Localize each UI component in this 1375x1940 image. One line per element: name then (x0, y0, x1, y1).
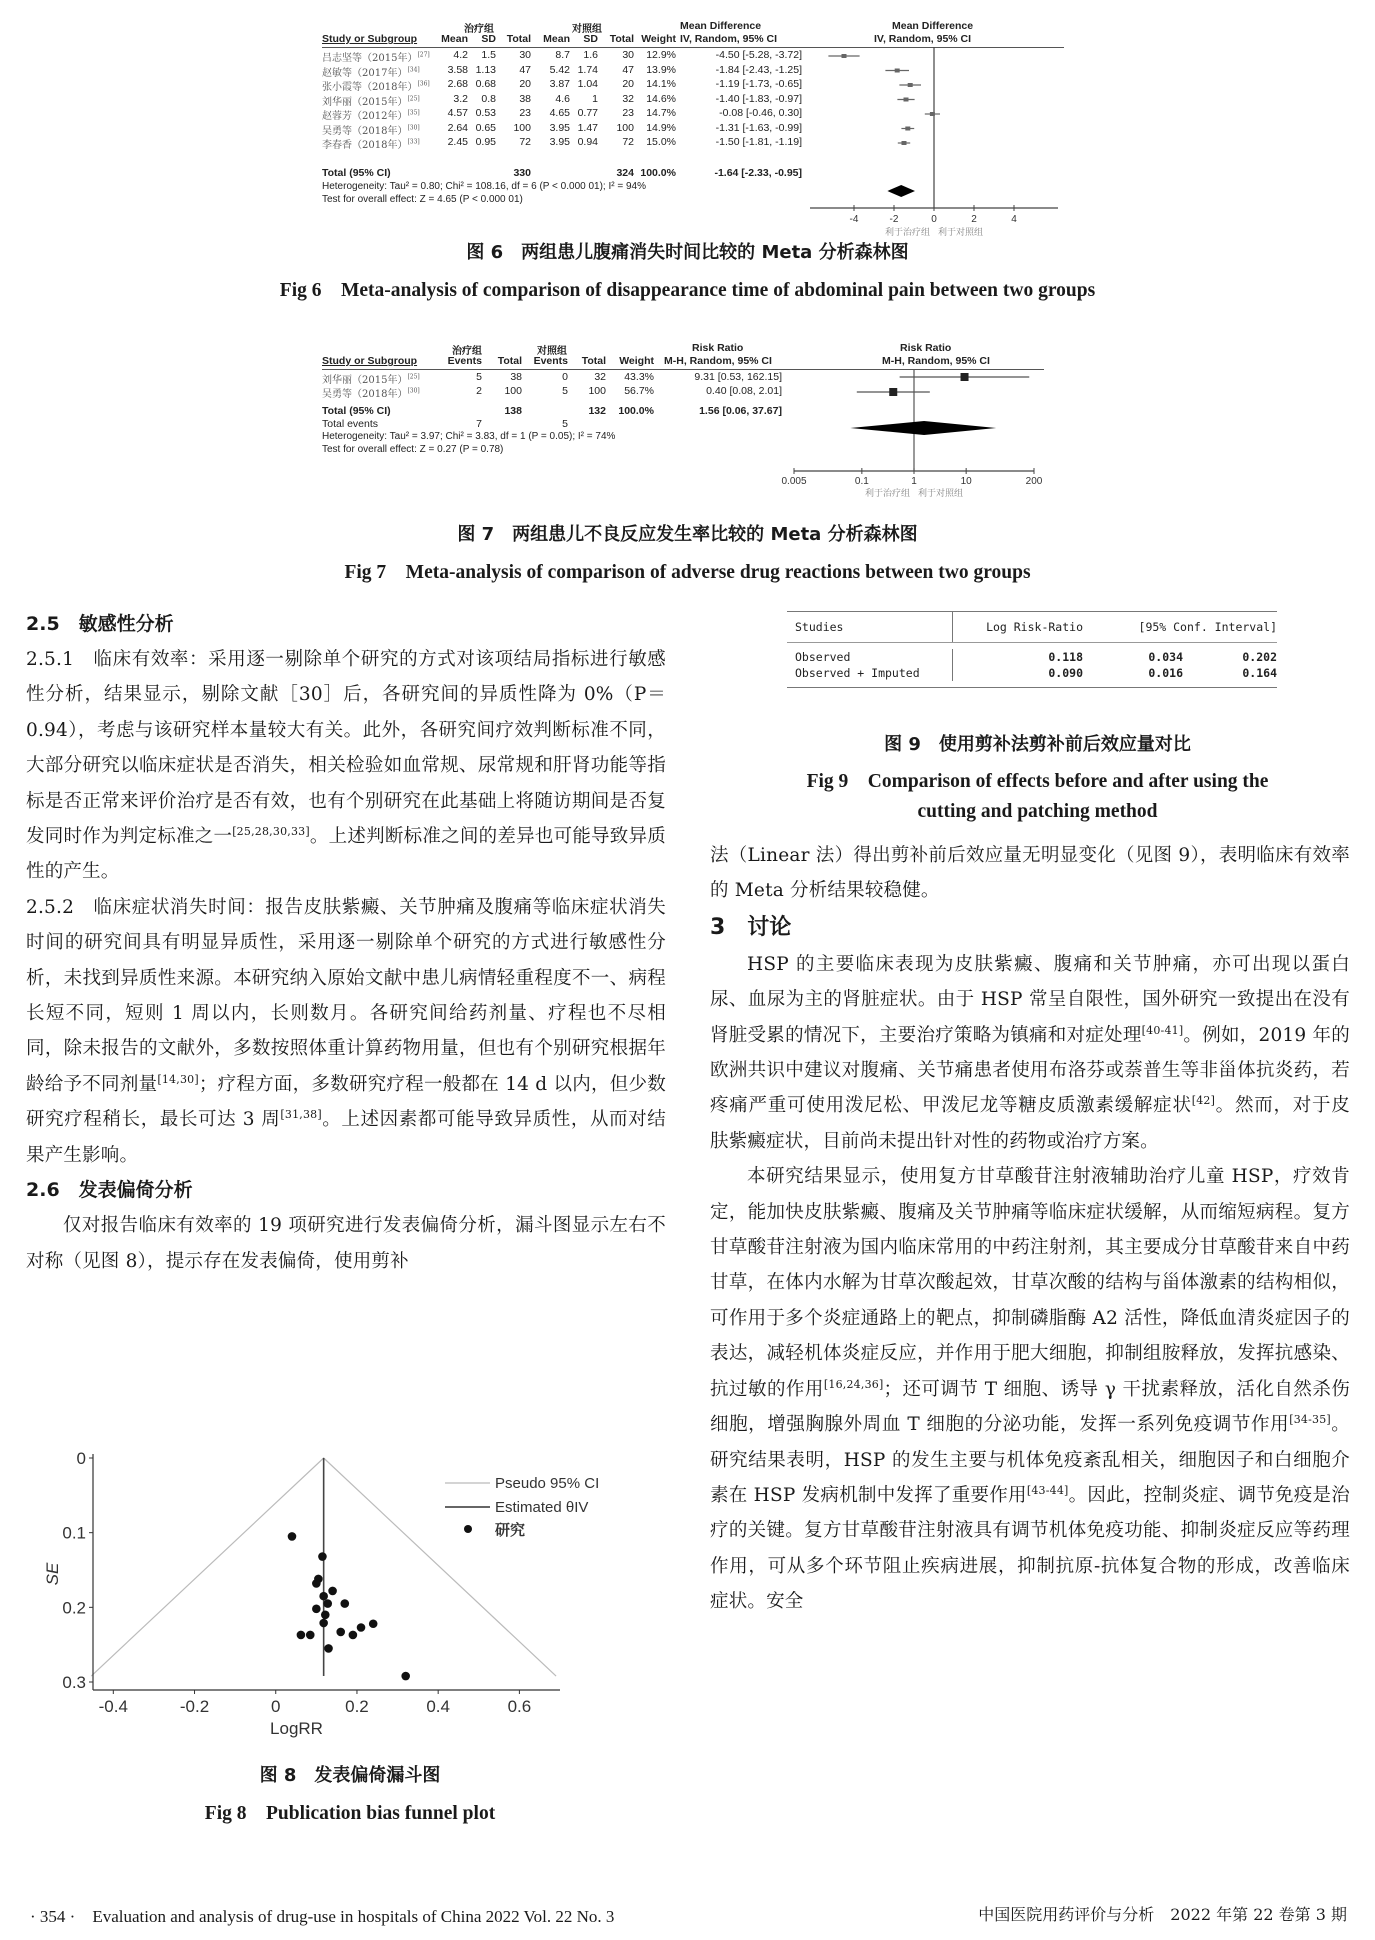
fig8-y-label: SE (43, 1562, 62, 1586)
discussion-paragraph-2 (710, 1159, 1350, 1619)
fig8-study-point (297, 1631, 306, 1640)
fig7-tick-label: 200 (1025, 476, 1043, 487)
citation: [42] (1191, 1094, 1216, 1108)
citation: [27] (417, 51, 430, 59)
fig6-mean1: 2.45 (447, 136, 468, 148)
section-2-6-heading: 2.6 发表偏倚分析 (26, 1179, 193, 1202)
citation: [31,38] (280, 1108, 322, 1122)
fig6-favours-left: 利于治疗组 (884, 227, 930, 237)
fig6-col-study: Study or Subgroup (322, 33, 418, 45)
fig7-overall-effect: Test for overall effect: Z = 0.27 (P = 0.78) (322, 444, 504, 455)
fig8-study-point (318, 1552, 327, 1561)
fig6-point (930, 112, 935, 116)
fig6-ci: -4.50 [-5.28, -3.72] (715, 49, 802, 61)
fig8-study-point (340, 1599, 349, 1608)
fig7-events1: 5 (476, 371, 482, 383)
fig7-ci: 0.40 [0.08, 2.01] (706, 385, 782, 397)
fig6-col-sd2: SD (583, 33, 598, 45)
fig6-total2: 23 (622, 107, 634, 119)
fig8-study-point (288, 1532, 297, 1541)
fig6-weight: 14.7% (646, 107, 676, 119)
fig7-total-ci: 1.56 [0.06, 37.67] (699, 405, 782, 417)
fig8-study-point (312, 1579, 321, 1588)
fig6-effect-title: Mean Difference (680, 20, 762, 32)
fig8-study-point (306, 1631, 315, 1640)
fig9-upper: 0.164 (1242, 666, 1277, 680)
fig8-x-tick-label: 0.4 (426, 1697, 450, 1716)
fig6-tick-label: -4 (849, 214, 859, 225)
fig8-study-point (324, 1644, 333, 1653)
fig7-forest-table (322, 342, 1062, 498)
fig7-total-weight: 100.0% (618, 405, 654, 417)
fig6-col-sd1: SD (481, 33, 496, 45)
p252-text-b: ；疗程方面，多数研究疗程一般都在 14 d 以内，但少数研究疗程稍长，最长可达 3 周 (26, 1073, 666, 1131)
fig9-row (787, 665, 1277, 681)
fig6-sd1: 0.68 (475, 78, 496, 90)
section-2-6-paragraph: 仅对报告临床有效率的 19 项研究进行发表偏倚分析，漏斗图显示左右不对称（见图 8），提示存在发表偏倚，使用剪补 (26, 1215, 666, 1272)
section-2-5-1-paragraph (26, 642, 666, 1173)
fig8-y-tick-label: 0.2 (62, 1598, 86, 1618)
fig6-ci: -1.31 [-1.63, -0.99] (715, 121, 802, 134)
continuation-paragraph: 法（Linear 法）得出剪补前后效应量无明显变化（见图 9），表明临床有效率的 Meta 分析结果较稳健。 (710, 845, 1350, 902)
fig7-point (961, 373, 969, 381)
fig8-caption-zh: 图 8 发表偏倚漏斗图 (259, 1765, 441, 1786)
section-3-heading: 3 讨论 (710, 914, 792, 940)
citation: [25,28,30,33] (232, 824, 310, 838)
fig6-col-total2: Total (609, 33, 634, 45)
fig7-tick-label: 0.005 (781, 476, 807, 487)
fig6-ci: -1.19 [-1.73, -0.65] (715, 78, 802, 90)
text: 。然而，对于皮肤紫癜症状，目前尚未提出针对性的药物或治疗方案。 (710, 1095, 1350, 1152)
fig6-total2: 32 (622, 92, 634, 105)
text: 。因此，控制炎症、调节免疫是治疗的关键。复方甘草酸苷注射液具有调节机体免疫功能、抑制炎症反应等药理作用，可从多个环节阻止疾病进展，抑制抗原-抗体复合物的形成，改善临床症状。安全 (710, 1484, 1350, 1613)
fig6-caption-en: Fig 6 Meta-analysis of comparison of disappearance time of abdominal pain between two groups (279, 280, 1096, 301)
fig6-treatment-group: 治疗组 (464, 24, 494, 35)
fig8-x-label: LogRR (270, 1719, 323, 1738)
discussion-paragraph-1 (710, 947, 1350, 1159)
fig7-total1: 38 (510, 371, 522, 383)
fig6-mean2: 4.65 (549, 107, 570, 119)
fig7-plot-subtitle: M-H, Random, 95% CI (882, 355, 990, 367)
fig6-ci: -1.84 [-2.43, -1.25] (715, 63, 802, 76)
fig9-caption-en-1: Fig 9 Comparison of effects before and after using the (806, 771, 1269, 792)
fig6-total1: 100 (513, 121, 531, 134)
fig6-weight: 14.6% (646, 92, 676, 105)
fig8-x-tick-label: 0.6 (507, 1697, 532, 1716)
fig6-col-ci: IV, Random, 95% CI (680, 33, 778, 45)
fig6-sd1: 0.53 (475, 107, 496, 119)
fig7-total-diamond (850, 421, 996, 435)
fig7-col-weight: Weight (619, 355, 654, 367)
fig7-effect-title: Risk Ratio (692, 342, 744, 354)
citation: [34-35] (1289, 1412, 1331, 1426)
fig6-mean2: 3.95 (549, 136, 570, 148)
fig8-legend-estimate: Estimated θIV (495, 1499, 589, 1516)
fig6-mean1: 4.2 (453, 49, 468, 61)
fig8-study-point (319, 1619, 328, 1628)
fig8-x-tick-label: 0 (271, 1697, 281, 1716)
fig6-mean2: 8.7 (555, 49, 570, 61)
fig8-study-point (357, 1623, 366, 1632)
fig6-point (905, 127, 910, 131)
fig6-sd2: 1.74 (577, 63, 598, 76)
fig8-study-point (401, 1672, 410, 1681)
fig6-weight: 12.9% (646, 49, 676, 61)
fig7-control-group: 对照组 (537, 346, 567, 357)
fig8-study-point (321, 1611, 330, 1620)
fig6-study-name: 刘华丽（2015年）[25] (322, 95, 420, 108)
fig8-funnel-plot (40, 1440, 600, 1760)
fig9-row-label: Observed + Imputed (787, 665, 953, 681)
fig6-study-name: 吕志坚等（2015年）[27] (322, 51, 430, 64)
fig6-point (895, 69, 900, 73)
fig9-col-studies: Studies (787, 612, 953, 642)
fig6-sd1: 0.95 (475, 136, 496, 148)
fig6-total-n2: 324 (616, 167, 634, 179)
right-column (710, 838, 1350, 1620)
fig6-total1: 38 (519, 92, 531, 105)
fig6-sd1: 1.13 (475, 63, 496, 76)
fig6-total-n1: 330 (513, 167, 531, 179)
fig8-study-point (369, 1619, 378, 1628)
fig8-caption-en: Fig 8 Publication bias funnel plot (204, 1803, 496, 1824)
fig9-body (787, 643, 1277, 687)
p251-tail: 。上述判断标准之间的差异也可能导致异质性的产生。 (26, 826, 666, 883)
fig9-upper: 0.202 (1242, 650, 1277, 664)
fig6-ci: -0.08 [-0.46, 0.30] (719, 107, 802, 119)
fig6-plot-subtitle: IV, Random, 95% CI (874, 33, 972, 45)
fig6-heterogeneity: Heterogeneity: Tau² = 0.80; Chi² = 108.16, df = 6 (P < 0.000 01); I² = 94% (322, 181, 647, 192)
citation: [25] (407, 373, 420, 381)
fig6-sd1: 1.5 (481, 49, 496, 61)
fig8-study-point (349, 1631, 358, 1640)
fig7-caption-en: Fig 7 Meta-analysis of comparison of adverse drug reactions between two groups (344, 562, 1031, 583)
fig7-col-events1: Events (447, 355, 482, 367)
fig7-weight: 43.3% (624, 371, 654, 383)
fig6-col-mean1: Mean (441, 33, 468, 45)
fig7-study-name: 吴勇等（2018年）[30] (322, 387, 420, 400)
fig8-x-tick-label: 0.2 (345, 1697, 369, 1716)
fig8-legend-point-swatch (464, 1525, 472, 1533)
text: ；还可调节 T 细胞、诱导 γ 干扰素释放，活化自然杀伤细胞，增强胸腺外周血 T 细胞的分泌功能，发挥一系列免疫调节作用 (710, 1378, 1350, 1436)
citation: [34] (407, 66, 420, 74)
fig6-sd2: 1.47 (577, 121, 598, 134)
fig6-tick-label: 2 (971, 214, 977, 225)
fig8-legend-studies: 研究 (495, 1522, 526, 1539)
left-column (26, 607, 666, 1279)
fig6-total2: 30 (622, 49, 634, 61)
fig7-total-n2: 132 (588, 405, 606, 417)
fig7-col-total1: Total (497, 355, 522, 367)
fig7-plot-title: Risk Ratio (900, 342, 952, 354)
fig6-total2: 47 (622, 63, 634, 76)
fig6-total1: 47 (519, 63, 531, 76)
fig7-forest-plot (781, 368, 1044, 498)
fig6-total2: 100 (616, 121, 634, 134)
fig6-weight: 14.1% (646, 78, 676, 90)
fig6-total-diamond (887, 185, 915, 197)
citation: [16,24,36] (823, 1377, 884, 1391)
fig7-ci: 9.31 [0.53, 162.15] (694, 371, 782, 383)
fig6-study-name: 李春香（2018年）[33] (322, 138, 420, 151)
section-2-5-heading: 2.5 敏感性分析 (26, 613, 174, 635)
citation: [40-41] (1141, 1023, 1184, 1037)
p251-text: 2.5.1 临床有效率：采用逐一剔除单个研究的方式对该项结局指标进行敏感性分析，结果显示，剔除文献［30］后，各研究间的异质性降为 0%（P＝0.94），考虑与该研究样本量较大有关。此外，各研究间疗效判断标准不同，大部分研究以临床症状是否消失，相关检验如血常规、尿常规和肝肾功能等指标是否正常来评价治疗是否有效，也有个别研究在此基础上将随访期间是否复发同时作为判定标准之一 (26, 649, 666, 848)
fig6-weight: 13.9% (646, 63, 676, 76)
fig6-sd2: 1.6 (583, 49, 598, 61)
fig6-weight: 15.0% (646, 136, 676, 148)
fig7-tick-label: 1 (911, 476, 917, 487)
fig6-total1: 72 (519, 136, 531, 148)
p252-text-c: 。上述因素都可能导致异质性，从而对结果产生影响。 (26, 1109, 666, 1166)
fig7-study-name: 刘华丽（2015年）[25] (322, 373, 420, 386)
fig7-events2: 0 (562, 371, 568, 383)
fig6-mean2: 4.6 (555, 92, 570, 105)
fig8-study-point (336, 1628, 345, 1637)
citation: [14,30] (157, 1072, 199, 1086)
fig6-col-total1: Total (506, 33, 531, 45)
fig9-row-label: Observed (787, 649, 953, 665)
citation: [35] (407, 109, 420, 117)
fig7-col-study: Study or Subgroup (322, 355, 418, 367)
fig6-caption-zh: 图 6 两组患儿腹痛消失时间比较的 Meta 分析森林图 (466, 242, 909, 263)
fig8-study-point (319, 1592, 328, 1601)
fig9-table (787, 611, 1277, 688)
fig6-point (908, 83, 913, 87)
citation: [30] (407, 124, 420, 132)
fig6-tick-label: -2 (889, 214, 899, 225)
fig6-ci: -1.50 [-1.81, -1.19] (715, 136, 802, 148)
fig7-tick-label: 0.1 (854, 476, 869, 487)
footer-right: 中国医院用药评价与分析 2022 年第 22 卷第 3 期 (978, 1905, 1347, 1924)
fig6-total-weight: 100.0% (640, 167, 676, 179)
fig6-study-name: 赵敏等（2017年）[34] (322, 66, 420, 79)
fig6-total1: 30 (519, 49, 531, 61)
fig7-events1: 2 (476, 385, 482, 397)
fig6-sd1: 0.8 (481, 92, 496, 105)
citation: [36] (417, 80, 430, 88)
footer-left: · 354 · Evaluation and analysis of drug-use in hospitals of China 2022 Vol. 22 No. 3 (30, 1907, 615, 1926)
fig6-mean1: 3.2 (453, 92, 468, 105)
fig6-sd2: 0.94 (577, 136, 598, 148)
fig9-estimate: 0.090 (1048, 666, 1083, 680)
fig8-x-tick-label: -0.4 (98, 1697, 128, 1716)
fig6-mean1: 3.58 (447, 63, 468, 76)
fig8-study-point (323, 1599, 332, 1608)
fig6-control-group: 对照组 (572, 24, 602, 35)
fig9-col-estimate: Log Risk-Ratio (986, 620, 1083, 634)
fig8-legend-pseudo: Pseudo 95% CI (495, 1475, 600, 1492)
citation: [30] (407, 387, 420, 395)
fig9-col-ci: [95% Conf. Interval] (1138, 620, 1277, 634)
citation: [43-44] (1026, 1483, 1069, 1497)
fig7-point (889, 388, 897, 396)
fig7-col-total2: Total (581, 355, 606, 367)
fig7-total2: 100 (588, 385, 606, 397)
fig6-mean2: 3.95 (549, 121, 570, 134)
p252-text: 2.5.2 临床症状消失时间：报告皮肤紫癜、关节肿痛及腹痛等临床症状消失时间的研究间具有明显异质性，采用逐一剔除单个研究的方式进行敏感性分析，未找到异质性来源。本研究纳入原始文献中患儿病情轻重程度不一、病程长短不同，短则 1 周以内，长则数月。各研究间给药剂量、疗程也不尽相同，除未报告的文献外，多数按照体重计算药物用量，但也有个别研究根据年龄给予不同剂量 (26, 896, 666, 1095)
fig6-ci: -1.40 [-1.83, -0.97] (715, 92, 802, 105)
text: 。例如，2019 年的欧洲共识中建议对腹痛、关节痛患者使用布洛芬或萘普生等非甾体抗炎药，若疼痛严重可使用泼尼松、甲泼尼龙等糖皮质激素缓解症状 (710, 1024, 1350, 1117)
fig9-rows (787, 643, 1277, 687)
fig6-mean1: 4.57 (447, 107, 468, 119)
fig6-mean2: 3.87 (549, 78, 570, 90)
fig7-col-ci: M-H, Random, 95% CI (664, 355, 772, 367)
fig7-total-n1: 138 (504, 405, 522, 417)
fig6-sd2: 1.04 (577, 78, 598, 90)
fig6-total2: 72 (622, 136, 634, 148)
fig6-sd1: 0.65 (475, 121, 496, 134)
fig6-point (902, 141, 907, 145)
fig9-lower: 0.016 (1148, 666, 1183, 680)
fig8-y-tick-label: 0.1 (62, 1523, 86, 1543)
fig8-study-point (312, 1605, 321, 1614)
fig6-forest-plot (804, 46, 1064, 237)
fig9-row (787, 649, 1277, 665)
fig6-mean1: 2.64 (447, 121, 468, 134)
fig6-total-label: Total (95% CI) (322, 167, 391, 179)
citation: [25] (407, 95, 420, 103)
fig6-tick-label: 4 (1011, 214, 1017, 225)
fig6-tick-label: 0 (931, 214, 937, 225)
fig6-overall-effect: Test for overall effect: Z = 4.65 (P < 0.000 01) (322, 194, 523, 205)
fig6-mean1: 2.68 (447, 78, 468, 90)
fig7-treatment-group: 治疗组 (452, 346, 482, 357)
fig6-forest-table (322, 20, 1072, 237)
fig6-total1: 20 (519, 78, 531, 90)
text: HSP 的主要临床表现为皮肤紫癜、腹痛和关节肿痛，亦可出现以蛋白尿、血尿为主的肾脏症状。由于 HSP 常呈自限性，国外研究一致提出在没有肾脏受累的情况下，主要治疗策略为镇痛和对症处理 (710, 953, 1350, 1046)
fig7-total-events2: 5 (562, 418, 568, 430)
fig6-col-weight: Weight (641, 33, 676, 45)
fig6-point (904, 98, 909, 102)
text: 本研究结果显示，使用复方甘草酸苷注射液辅助治疗儿童 HSP，疗效肯定，能加快皮肤紫癜、腹痛及关节肿痛等临床症状缓解，从而缩短病程。复方甘草酸苷注射液为国内临床常用的中药注射剂，其主要成分甘草酸苷来自中药甘草，在体内水解为甘草次酸起效，甘草次酸的结构与甾体激素的结构相似，可作用于多个炎症通路上的靶点，抑制磷脂酶 A2 活性，降低血清炎症因子的表达，减轻机体炎症反应，并作用于肥大细胞，抑制组胺释放，发挥抗感染、抗过敏的作用 (710, 1166, 1350, 1400)
fig7-heterogeneity: Heterogeneity: Tau² = 3.97; Chi² = 3.83, df = 1 (P = 0.05); I² = 74% (322, 431, 616, 442)
fig6-study-name: 赵蓉芳（2012年）[35] (322, 109, 420, 122)
fig7-col-events2: Events (533, 355, 568, 367)
fig6-col-mean2: Mean (543, 33, 570, 45)
citation: [33] (407, 138, 420, 146)
fig6-study-name: 张小霞等（2018年）[36] (322, 80, 430, 93)
fig8-x-tick-label: -0.2 (179, 1697, 210, 1716)
fig7-tick-label: 10 (960, 476, 972, 487)
fig6-total-ci: -1.64 [-2.33, -0.95] (714, 167, 802, 179)
fig7-total-events-label: Total events (322, 418, 379, 430)
fig7-favours-left: 利于治疗组 (864, 488, 910, 498)
fig6-weight: 14.9% (646, 121, 676, 134)
fig9-lower: 0.034 (1148, 650, 1183, 664)
fig8-y-tick-label: 0 (76, 1449, 86, 1468)
fig8-study-point (328, 1587, 337, 1596)
fig7-events2: 5 (562, 385, 568, 397)
fig9-caption-zh: 图 9 使用剪补法剪补前后效应量对比 (884, 734, 1191, 755)
fig7-total1: 100 (504, 385, 522, 397)
fig8-y-tick-label: 0.3 (62, 1673, 86, 1692)
fig6-sd2: 1 (592, 92, 598, 105)
text: 。研究结果表明，HSP 的发生主要与机体免疫紊乱相关，细胞因子和白细胞介素在 HSP 发病机制中发挥了重要作用 (710, 1414, 1350, 1506)
fig7-total-label: Total (95% CI) (322, 405, 391, 417)
fig6-study-name: 吴勇等（2018年）[30] (322, 124, 420, 137)
fig9-estimate: 0.118 (1048, 650, 1083, 664)
fig9-caption-en-2: cutting and patching method (917, 801, 1158, 822)
fig6-sd2: 0.77 (577, 107, 598, 119)
fig6-favours-right: 利于对照组 (938, 227, 984, 237)
fig7-caption-zh: 图 7 两组患儿不良反应发生率比较的 Meta 分析森林图 (457, 524, 918, 545)
fig7-weight: 56.7% (624, 385, 654, 397)
fig7-total-events1: 7 (476, 418, 482, 430)
fig7-favours-right: 利于对照组 (918, 488, 964, 498)
fig7-total2: 32 (594, 371, 606, 383)
fig6-total2: 20 (622, 78, 634, 90)
fig6-mean2: 5.42 (549, 63, 570, 76)
fig6-plot-title: Mean Difference (892, 20, 974, 32)
fig6-total1: 23 (519, 107, 531, 119)
fig6-point (842, 54, 847, 58)
